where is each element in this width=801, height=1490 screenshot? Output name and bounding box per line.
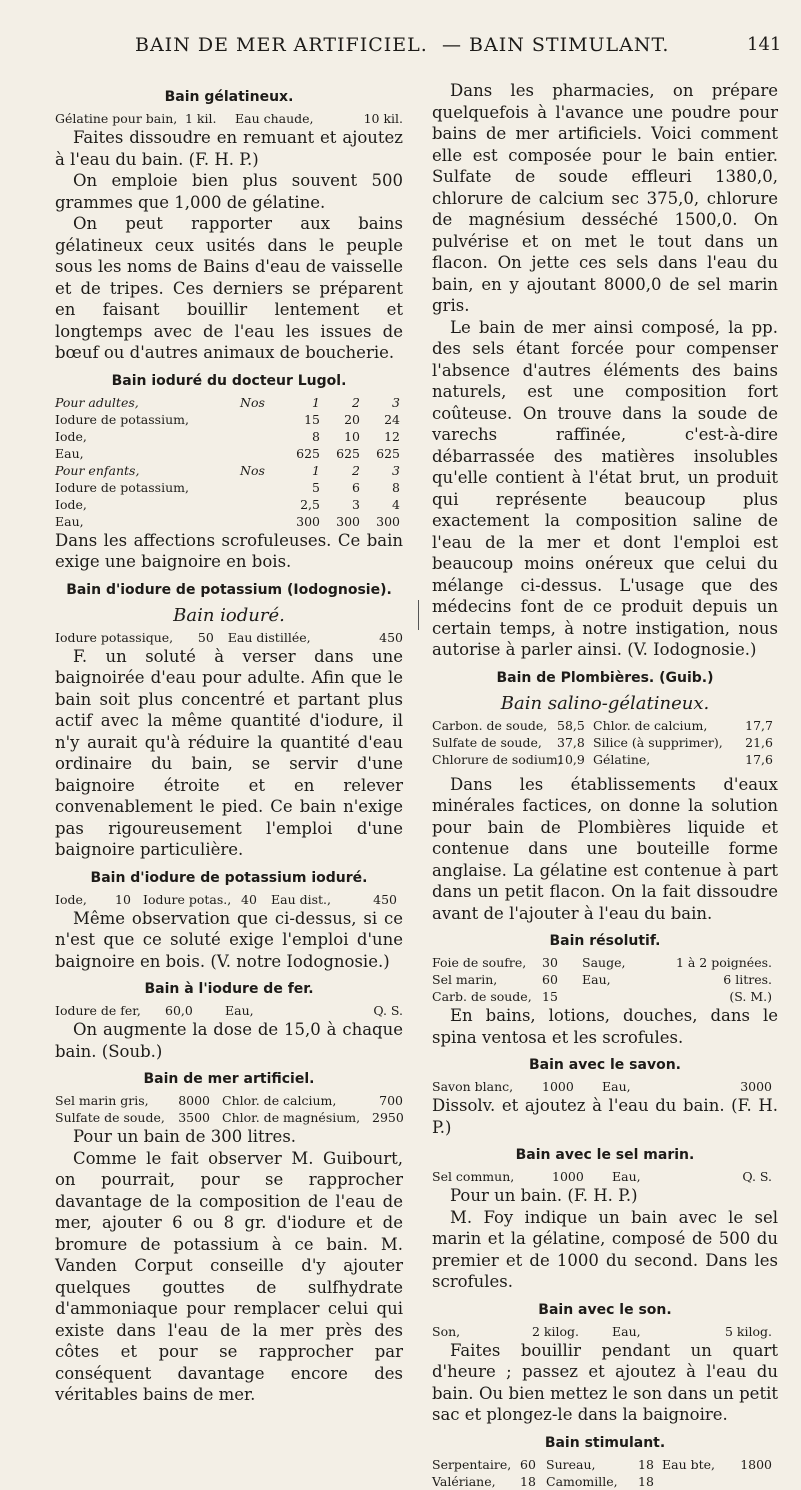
recipe-quantity: 60,0 — [165, 1003, 193, 1018]
table-cell: 4 — [392, 496, 400, 512]
paragraph: On augmente la dose de 15,0 à chaque bain. (Soub.) — [55, 1020, 403, 1061]
recipe-line — [55, 1002, 403, 1019]
recipe-ingredient: Gélatine, — [593, 751, 651, 767]
section-heading: Bain avec le savon. — [529, 1057, 681, 1073]
section-heading: Bain de mer artificiel. — [143, 1071, 315, 1087]
table-cell: Iodure de potassium, — [55, 411, 189, 427]
paragraph: Comme le fait observer M. Guibourt, on pourrait, pour se rapprocher davantage de la composition de l'eau de mer, ajouter 6 ou 8 gr. d'iodure et de bromure de potassium à ce bain. M. Vanden Corput conseille d'y ajouter quelques gouttes de sulfhydrate d'ammoniaque pour remplacer celui qui existe dans l'eau de la mer près des côtes et pour se rapprocher par conséquent davantage encore des véritables bains de mer. — [55, 1148, 403, 1404]
recipe-line — [432, 971, 778, 988]
recipe-quantity: 2 kilog. — [532, 1323, 579, 1339]
recipe-line — [432, 1456, 778, 1473]
recipe-ingredient: Iodure potas., — [143, 891, 232, 907]
recipe-ingredient: Sel marin gris, — [55, 1093, 149, 1108]
recipe-quantity: 10,9 — [557, 751, 585, 767]
recipe-line — [55, 110, 403, 127]
recipe-quantity: 17,6 — [745, 751, 773, 767]
table-cell: 300 — [376, 513, 400, 529]
recipe-quantity: 1 à 2 poignées. — [675, 955, 772, 970]
recipe-ingredient: Camomille, — [546, 1473, 618, 1489]
section-heading: Bain avec le son. — [538, 1301, 672, 1318]
recipe-line — [432, 954, 778, 971]
table-cell: 8 — [392, 479, 400, 495]
recipe-ingredient: Iode, — [55, 891, 87, 907]
paragraph: M. Foy indique un bain avec le sel marin et la gélatine, composé de 500 du premier et de 1000 du second. Dans les scrofules. — [432, 1207, 778, 1291]
table-cell: 625 — [336, 445, 360, 461]
table-cell: Iode, — [55, 496, 87, 512]
table-cell: 1 — [312, 394, 320, 410]
recipe-line — [432, 988, 778, 1005]
header-left: BAIN DE MER ARTIFICIEL. — [135, 34, 428, 56]
table-cell: 8 — [312, 428, 320, 444]
recipe-line — [432, 1168, 778, 1185]
table-cell: 15 — [304, 411, 320, 427]
recipe-line — [432, 1473, 778, 1490]
recipe-ingredient: Gélatine pour bain, — [55, 111, 178, 126]
recipe-quantity: 60 — [520, 1456, 536, 1472]
section-heading: Bain stimulant. — [544, 1434, 666, 1451]
recipe-quantity: 17,7 — [745, 717, 773, 733]
paragraph: On emploie bien plus souvent 500 grammes que 1,000 de gélatine. — [55, 171, 403, 212]
recipe-quantity: 2950 — [372, 1110, 404, 1125]
paragraph: Pour un bain. (F. H. P.) — [450, 1186, 638, 1205]
table-header — [55, 462, 403, 479]
recipe-quantity: 37,8 — [557, 734, 585, 750]
source-reference: (S. M.) — [729, 989, 772, 1004]
recipe-ingredient: Eau, — [582, 972, 611, 987]
recipe-line — [432, 734, 778, 751]
recipe-quantity: 1 kil. — [185, 111, 217, 126]
table-cell: Iodure de potassium, — [55, 479, 189, 495]
table-cell: 2,5 — [300, 496, 320, 512]
header-right: — BAIN STIMULANT. — [442, 34, 670, 56]
paragraph: Faites dissoudre en remuant et ajoutez à l'eau du bain. (F. H. P.) — [55, 128, 403, 169]
recipe-ingredient: Chlorure de sodium, — [432, 751, 562, 767]
table-cell: Nos — [240, 394, 265, 410]
table-row — [55, 445, 403, 462]
recipe-ingredient: Eau, — [602, 1079, 631, 1094]
section-heading: Bain ioduré du docteur Lugol. — [111, 372, 347, 389]
table-row — [55, 411, 403, 428]
recipe-quantity: 30 — [542, 955, 558, 970]
section-heading: Bain avec le sel marin. — [515, 1147, 695, 1163]
recipe-ingredient: Iodure potassique, — [55, 629, 174, 645]
table-cell: Pour adultes, — [55, 394, 139, 410]
table-cell: 300 — [296, 513, 320, 529]
section-heading: Bain de Plombières. (Guib.) — [496, 669, 714, 686]
table-cell: 12 — [384, 428, 400, 444]
recipe-ingredient: Silice (à supprimer), — [593, 734, 723, 750]
recipe-ingredient: Sulfate de soude, — [55, 1110, 165, 1125]
section-heading: Bain à l'iodure de fer. — [144, 981, 314, 997]
right-column — [432, 80, 778, 1490]
paragraph: En bains, lotions, douches, dans le spina ventosa et les scrofules. — [432, 1006, 778, 1047]
table-cell: 3 — [392, 394, 400, 410]
recipe-line — [432, 717, 778, 734]
table-cell: 1 — [312, 462, 320, 478]
recipe-line — [55, 1109, 403, 1126]
recipe-line — [432, 1078, 778, 1095]
paragraph: Même observation que ci-dessus, si ce n'est que ce soluté exige l'emploi d'une baignoire en bois. (V. notre Iodognosie.) — [55, 908, 403, 971]
section-heading: Bain résolutif. — [549, 933, 661, 949]
table-cell: 24 — [384, 411, 400, 427]
recipe-line — [55, 629, 403, 646]
paragraph: Dans les pharmacies, on prépare quelquefois à l'avance une poudre pour bains de mer artificiels. Voici comment elle est composée pour le bain entier. Sulfate de soude effleuri 1380,0, chlorure de calcium sec 375,0, chlorure de magnésium desséché 1500,0. On pulvérise et on met le tout dans un flacon. On jette ces sels dans l'eau du bain, en y ajoutant 8000,0 de sel marin gris. — [432, 81, 778, 315]
recipe-ingredient: Sel commun, — [432, 1169, 515, 1184]
recipe-quantity: 5 kilog. — [725, 1323, 772, 1339]
table-cell: 6 — [352, 479, 360, 495]
recipe-quantity: 1000 — [552, 1169, 584, 1184]
section-subheading: Bain salino-gélatineux. — [500, 692, 710, 714]
recipe-quantity: 50 — [197, 629, 214, 645]
recipe-quantity: 450 — [373, 891, 397, 907]
paragraph: Le bain de mer ainsi composé, la pp. des sels étant forcée pour compenser l'absence d'autres éléments des bains naturels, est une composition fort coûteuse. On trouve dans la soude de varechs raffinée, c'est-à-dire débarrassée des matières insolubles qu'elle contient à l'état brut, un produit qui représente beaucoup plus exactement la composition saline de l'eau de la mer et dont l'emploi est beaucoup moins onéreux que celui du mélange ci-dessus. L'usage que des médecins font de ce produit depuis un certain temps, à notre instigation, nous autorise à parler ainsi. (V. Iodognosie.) — [432, 317, 778, 659]
table-cell: Pour enfants, — [55, 462, 140, 478]
recipe-ingredient: Sulfate de soude, — [432, 734, 542, 750]
paragraph: F. un soluté à verser dans une baignoirée d'eau pour adulte. Afin que le bain soit plus concentré et partant plus actif avec la même quantité d'iodure, il n'y aurait qu'à réduire la quantité d'eau ordinaire du bain, se servir d'une baignoire étroite et en relever convenablement le pied. Ce bain n'exige pas rigoureusement l'emploi d'une baignoire particulière. — [55, 646, 403, 859]
table-row — [55, 513, 403, 530]
table-cell: 2 — [352, 462, 360, 478]
recipe-ingredient: Carbon. de soude, — [432, 717, 548, 733]
paragraph: Faites bouillir pendant un quart d'heure ; passez et ajoutez à l'eau du bain. Ou bien mettez le son dans un petit sac et plongez-le dans la baignoire. — [432, 1340, 778, 1424]
paragraph: Dissolv. et ajoutez à l'eau du bain. (F. H. P.) — [432, 1096, 778, 1137]
table-cell: 20 — [344, 411, 360, 427]
recipe-quantity: 450 — [379, 629, 403, 645]
running-header — [0, 34, 801, 60]
recipe-quantity: 60 — [542, 972, 558, 987]
table-cell: 5 — [312, 479, 320, 495]
table-row — [55, 428, 403, 445]
recipe-ingredient: Eau, — [225, 1003, 254, 1018]
paragraph: Dans les affections scrofuleuses. Ce bain exige une baignoire en bois. — [55, 530, 403, 571]
recipe-ingredient: Eau, — [612, 1323, 641, 1339]
section-heading: Bain d'iodure de potassium ioduré. — [90, 869, 368, 886]
table-cell: 2 — [352, 394, 360, 410]
column-divider — [418, 600, 419, 630]
recipe-ingredient: Chlor. de calcium, — [593, 717, 708, 733]
recipe-quantity: 700 — [379, 1093, 403, 1108]
table-cell: 3 — [352, 496, 360, 512]
recipe-quantity: Q. S. — [373, 1003, 403, 1018]
recipe-quantity: 1800 — [740, 1456, 772, 1472]
section-subheading: Bain ioduré. — [173, 604, 285, 626]
recipe-quantity: 21,6 — [745, 734, 773, 750]
recipe-quantity: 10 — [115, 891, 131, 907]
recipe-quantity: 40 — [241, 891, 257, 907]
recipe-ingredient: Eau distillée, — [227, 629, 311, 645]
recipe-ingredient: Sauge, — [582, 955, 626, 970]
recipe-quantity: 6 litres. — [723, 972, 772, 987]
paragraph: Pour un bain de 300 litres. — [73, 1127, 297, 1146]
table-cell: Nos — [240, 462, 265, 478]
recipe-line — [432, 751, 778, 768]
recipe-ingredient: Iodure de fer, — [55, 1003, 141, 1018]
paragraph: Dans les établissements d'eaux minérales factices, on donne la solution pour bain de Plombières liquide et contenue dans une bouteille forme anglaise. La gélatine est contenue à part dans un petit flacon. On la fait dissoudre avant de l'ajouter à l'eau du bain. — [432, 774, 778, 923]
recipe-quantity: 10 kil. — [363, 111, 403, 126]
table-cell: Eau, — [55, 445, 84, 461]
recipe-quantity: 18 — [638, 1456, 654, 1472]
table-cell: 300 — [336, 513, 360, 529]
recipe-quantity: 18 — [638, 1473, 654, 1489]
table-header — [55, 394, 403, 411]
recipe-quantity: 1000 — [542, 1079, 574, 1094]
recipe-ingredient: Sureau, — [546, 1456, 596, 1472]
recipe-ingredient: Chlor. de calcium, — [222, 1093, 337, 1108]
recipe-quantity: 15 — [542, 989, 558, 1004]
left-column — [55, 80, 403, 1406]
recipe-line — [432, 1323, 778, 1340]
recipe-ingredient: Valériane, — [432, 1473, 496, 1489]
recipe-ingredient: Son, — [432, 1323, 461, 1339]
page-number: 141 — [747, 34, 782, 55]
recipe-quantity: 3000 — [740, 1079, 772, 1094]
recipe-quantity: Q. S. — [742, 1169, 772, 1184]
recipe-ingredient: Eau, — [612, 1169, 641, 1184]
table-cell: 3 — [392, 462, 400, 478]
recipe-quantity: 58,5 — [557, 717, 585, 733]
table-cell: 625 — [296, 445, 320, 461]
recipe-ingredient: Foie de soufre, — [432, 955, 527, 970]
recipe-line — [55, 1092, 403, 1109]
recipe-ingredient: Savon blanc, — [432, 1079, 514, 1094]
recipe-quantity: 8000 — [178, 1093, 210, 1108]
recipe-ingredient: Chlor. de magnésium, — [222, 1110, 361, 1125]
recipe-quantity: 3500 — [178, 1110, 210, 1125]
table-cell: 10 — [344, 428, 360, 444]
recipe-ingredient: Eau chaude, — [235, 111, 314, 126]
table-row — [55, 496, 403, 513]
table-cell: Eau, — [55, 513, 84, 529]
recipe-ingredient: Carb. de soude, — [432, 989, 532, 1004]
recipe-ingredient: Sel marin, — [432, 972, 498, 987]
table-row — [55, 479, 403, 496]
recipe-ingredient: Eau bte, — [662, 1456, 715, 1472]
recipe-ingredient: Serpentaire, — [432, 1456, 512, 1472]
paragraph: On peut rapporter aux bains gélatineux ceux usités dans le peuple sous les noms de Bains d'eau de vaisselle et de tripes. Ces derniers se préparent en faisant bouillir lentement et longtemps avec de l'eau les issues de bœuf ou d'autres animaux de boucherie. — [55, 214, 403, 362]
recipe-quantity: 18 — [520, 1473, 536, 1489]
table-cell: 625 — [376, 445, 400, 461]
section-heading: Bain gélatineux. — [164, 89, 294, 105]
recipe-ingredient: Eau dist., — [271, 891, 331, 907]
table-cell: Iode, — [55, 428, 87, 444]
section-heading: Bain d'iodure de potassium (Iodognosie). — [66, 581, 392, 598]
recipe-line — [55, 891, 403, 908]
